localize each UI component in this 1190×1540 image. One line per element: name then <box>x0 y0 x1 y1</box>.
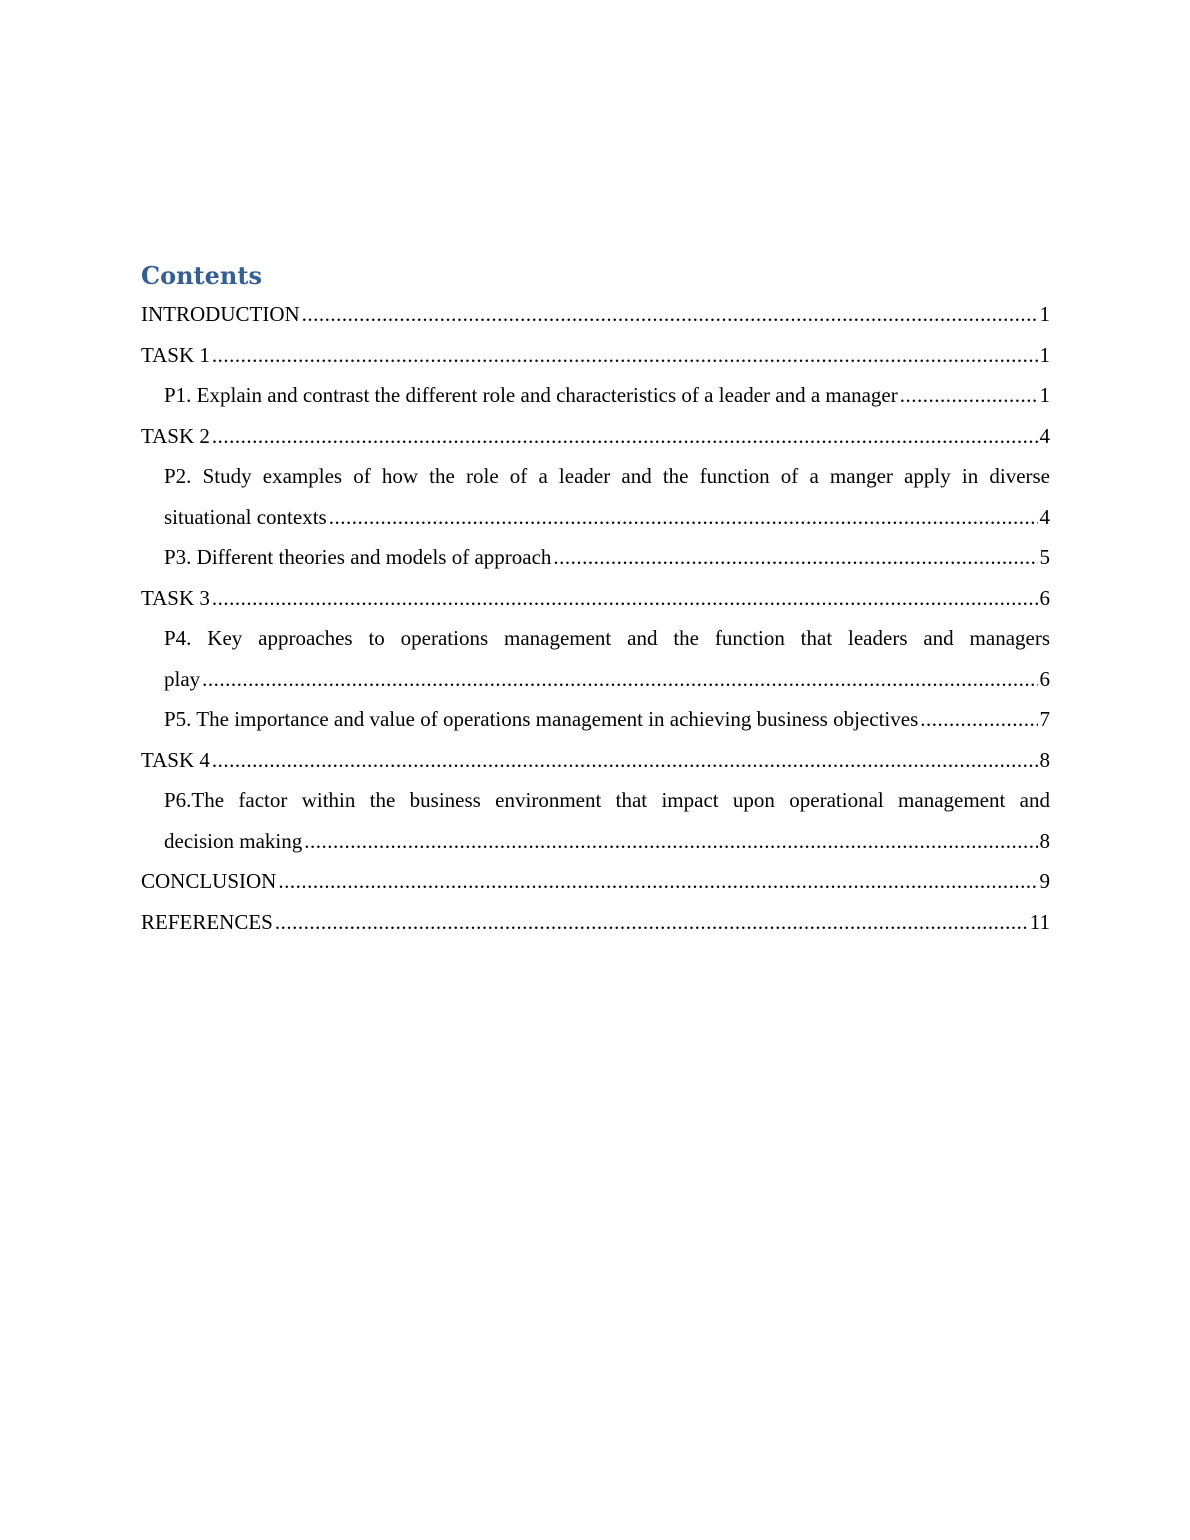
dot-leader <box>302 294 1038 335</box>
toc-entry[interactable] <box>141 780 1050 861</box>
toc-entry-text: decision making <box>164 828 303 853</box>
dot-leader <box>553 537 1037 578</box>
toc-entry[interactable] <box>141 294 1050 335</box>
toc-page-number: 6 <box>1039 585 1050 610</box>
toc-page-number: 5 <box>1039 545 1050 569</box>
toc-entry-line <box>141 578 1050 619</box>
toc-entry[interactable] <box>141 416 1050 457</box>
toc-entry-text: TASK 3 <box>141 585 210 610</box>
toc-entry-text: P4. Key approaches to operations management and the function that leaders and managers <box>164 626 1050 650</box>
toc-entry[interactable] <box>141 699 1050 740</box>
dot-leader <box>202 659 1037 700</box>
toc-entry[interactable] <box>141 578 1050 619</box>
toc-page-number: 11 <box>1029 909 1050 934</box>
dot-leader <box>920 699 1037 740</box>
dot-leader <box>212 578 1038 619</box>
toc-page-number: 7 <box>1039 707 1050 731</box>
toc-entry-line <box>164 699 1050 740</box>
toc-entry-line <box>164 375 1050 416</box>
dot-leader <box>278 861 1037 902</box>
toc-entry[interactable] <box>141 902 1050 943</box>
toc-entries <box>141 294 1050 942</box>
table-of-contents <box>141 258 1050 942</box>
dot-leader <box>304 821 1037 862</box>
toc-entry-text: P3. Different theories and models of approach <box>164 545 552 569</box>
dot-leader <box>329 497 1038 538</box>
toc-entry-line <box>141 740 1050 781</box>
toc-entry-text: CONCLUSION <box>141 869 277 893</box>
toc-entry-text: P2. Study examples of how the role of a leader and the function of a manger apply in diverse <box>164 464 1050 488</box>
toc-heading: Contents <box>141 261 262 290</box>
toc-page-number: 1 <box>1039 342 1050 367</box>
toc-entry-line <box>141 861 1050 902</box>
toc-entry[interactable] <box>141 335 1050 376</box>
toc-entry-line <box>164 537 1050 578</box>
toc-entry-line <box>164 497 1050 538</box>
toc-entry-text: situational contexts <box>164 504 327 529</box>
toc-page-number: 9 <box>1039 869 1050 893</box>
dot-leader <box>900 375 1038 416</box>
dot-leader <box>275 902 1028 943</box>
toc-entry-text: TASK 2 <box>141 423 210 448</box>
toc-page-number: 8 <box>1039 747 1050 772</box>
toc-entry-text: P6.The factor within the business environment that impact upon operational management and <box>164 788 1050 812</box>
toc-entry[interactable] <box>141 861 1050 902</box>
toc-entry-text: play <box>164 666 201 691</box>
toc-entry-text: INTRODUCTION <box>141 302 300 326</box>
toc-entry[interactable] <box>141 537 1050 578</box>
dot-leader <box>212 335 1038 376</box>
toc-entry-text: TASK 4 <box>141 747 210 772</box>
dot-leader <box>212 740 1038 781</box>
toc-entry[interactable] <box>141 618 1050 699</box>
toc-entry[interactable] <box>141 456 1050 537</box>
toc-entry-text: REFERENCES <box>141 909 273 934</box>
toc-entry[interactable] <box>141 375 1050 416</box>
toc-entry-line <box>141 902 1050 943</box>
toc-page-number: 4 <box>1039 504 1050 529</box>
toc-entry-text: P1. Explain and contrast the different role and characteristics of a leader and a manager <box>164 383 898 407</box>
toc-page-number: 4 <box>1039 423 1050 448</box>
dot-leader <box>212 416 1038 457</box>
toc-page-number: 8 <box>1039 828 1050 853</box>
toc-entry-line <box>141 294 1050 335</box>
toc-entry[interactable] <box>141 740 1050 781</box>
toc-page-number: 1 <box>1039 383 1050 407</box>
toc-entry-text: TASK 1 <box>141 342 210 367</box>
toc-entry-line <box>141 416 1050 457</box>
toc-page-number: 1 <box>1039 302 1050 326</box>
toc-entry-text: P5. The importance and value of operations management in achieving business objectives <box>164 707 919 731</box>
toc-entry-line <box>164 659 1050 700</box>
toc-entry-line <box>141 335 1050 376</box>
toc-entry-line <box>164 821 1050 862</box>
toc-page-number: 6 <box>1039 666 1050 691</box>
